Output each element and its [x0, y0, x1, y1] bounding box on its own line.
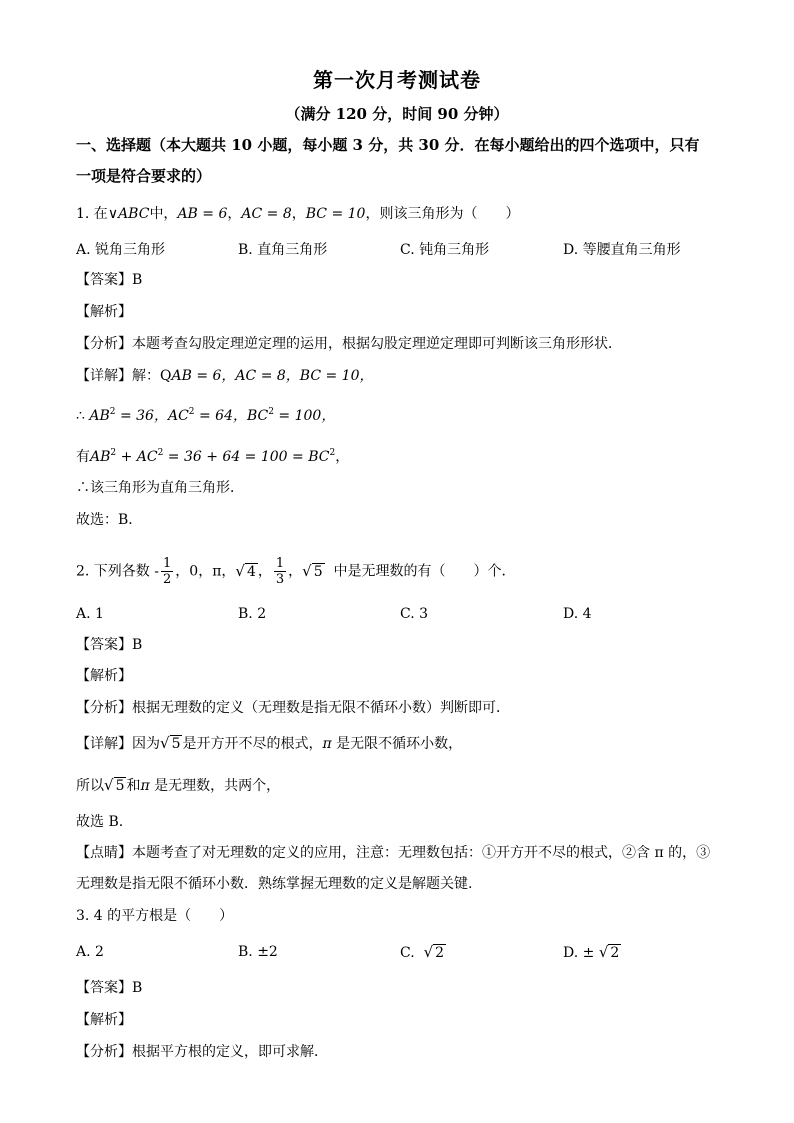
q2-option-b: B. 2	[238, 606, 267, 622]
q3-option-a: A. 2	[76, 944, 104, 960]
q3-jiexi: 【解析】	[76, 1012, 132, 1028]
q1-option-c: C. 钝角三角形	[400, 242, 490, 258]
sqrt-5: √ 5	[160, 734, 181, 752]
question-3-stem: 3. 4 的平方根是（ ）	[76, 908, 234, 924]
section-heading-line1: 一、选择题（本大题共 10 小题，每小题 3 分，共 30 分．在每小题给出的四个选项中，只有	[76, 136, 700, 154]
page-subtitle: （满分 120 分，时间 90 分钟）	[285, 105, 509, 123]
triangle-symbol: ∨	[107, 206, 119, 222]
q3-option-d: D. ± √ 2	[563, 943, 620, 961]
q1-fenxi: 【分析】本题考查勾股定理逆定理的运用，根据勾股定理逆定理即可判断该三角形形状．	[76, 336, 622, 352]
q2-jiexi: 【解析】	[76, 668, 132, 684]
q3-answer: 【答案】B	[76, 980, 143, 996]
fraction-one-third: $\frac{1}{3}$	[275, 556, 285, 587]
q1-conclusion: 故选：B．	[76, 512, 143, 528]
q2-conclusion: 故选 B.	[76, 814, 124, 830]
q1-option-a: A. 锐角三角形	[76, 242, 166, 258]
q1-answer: 【答案】B	[76, 272, 143, 288]
because-symbol: Q	[160, 368, 172, 384]
therefore-symbol: ∴	[76, 408, 85, 424]
q2-option-c: C. 3	[400, 606, 429, 622]
q3-fenxi: 【分析】根据平方根的定义，即可求解．	[76, 1044, 328, 1060]
q3-option-b: B. ±2	[238, 944, 278, 960]
sqrt-5: √ 5	[104, 776, 125, 794]
q1-detail: 【详解】解：QAB = 6，AC = 8，BC = 10，	[76, 368, 374, 384]
sqrt-5: √ 5	[302, 561, 323, 580]
q2-detail: 【详解】因为√ 5 是开方开不尽的根式，π 是无限不循环小数，	[76, 734, 463, 752]
sqrt-4: √ 4	[235, 561, 256, 580]
q2-answer: 【答案】B	[76, 637, 143, 653]
page-title: 第一次月考测试卷	[313, 68, 481, 92]
q2-option-d: D. 4	[563, 606, 592, 622]
q2-so: 所以√ 5 和π 是无理数，共两个，	[76, 776, 281, 794]
q1-option-b: B. 直角三角形	[238, 242, 328, 258]
question-1-stem: 1. 在∨ABC中，AB = 6，AC = 8，BC = 10，则该三角形为（ ）	[76, 206, 520, 222]
section-heading-line2: 一项是符合要求的）	[76, 167, 212, 185]
q1-step-2: 有$AB^2 + AC^2 = 36 + 64 = 100 = BC^2$，	[76, 448, 350, 465]
question-2-stem: 2. 下列各数 - $\frac{1}{2}$ ，0，π，√ 4 ， $\frac{1}{3}$ ，√ 5 中是无理数的有（ ）个．	[76, 556, 516, 587]
q2-fenxi: 【分析】根据无理数的定义（无理数是指无限不循环小数）判断即可．	[76, 700, 510, 716]
q2-option-a: A. 1	[76, 606, 104, 622]
q1-option-d: D. 等腰直角三角形	[563, 242, 681, 258]
q2-dianjing-line2: 无理数是指无限不循环小数．熟练掌握无理数的定义是解题关键.	[76, 876, 473, 892]
q1-step-1: ∴ $AB^2 = 36$，$AC^2 = 64$，$BC^2 = 100$，	[76, 407, 336, 424]
fraction-one-half: $\frac{1}{2}$	[163, 556, 172, 587]
sqrt-2: √ 2	[423, 943, 445, 961]
q3-option-c: C. √ 2	[400, 943, 445, 961]
q1-step-3: ∴该三角形为直角三角形．	[76, 480, 244, 496]
sqrt-2: √ 2	[598, 943, 620, 961]
q1-jiexi: 【解析】	[76, 304, 132, 320]
q2-dianjing-line1: 【点睛】本题考查了对无理数的定义的应用，注意：无理数包括：①开方开不尽的根式，②含 π 的，③	[76, 845, 711, 861]
